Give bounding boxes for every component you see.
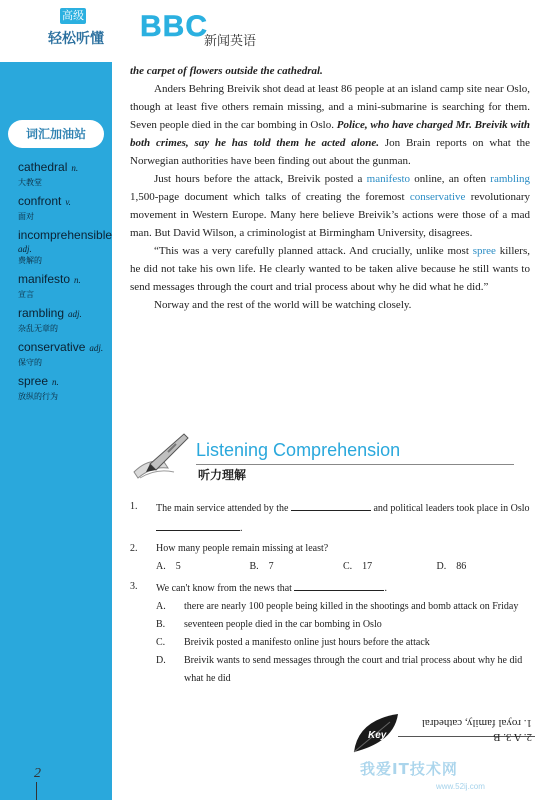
vocab-list <box>18 158 113 406</box>
answer-blank <box>156 518 240 531</box>
option <box>156 558 250 576</box>
text-run: killers, he did not take his own life. He clearly wanted to be taken alive because he still wants to send messages through the court and trial process about why he did what he did.” <box>130 245 530 293</box>
option-letter: D. <box>156 655 166 666</box>
question-text: . <box>240 523 243 534</box>
option-text: 7 <box>268 561 274 572</box>
option <box>250 558 344 576</box>
text-run: Anders Behring Breivik shot dead at least 86 people at an island camp site near Oslo, though at least five others remain missing, and a mini-submarine is searching for them. Seven people died in the car bombing in Oslo. <box>130 83 530 131</box>
site-watermark: 我爱IT技术网 <box>360 760 458 778</box>
vocab-pos: adj. <box>18 244 32 254</box>
answer-blank <box>294 578 384 591</box>
option-letter: C. <box>156 637 166 648</box>
vocab-word: incomprehensible <box>18 228 113 242</box>
page-number-rule <box>36 782 37 800</box>
vocab-word: rambling <box>18 306 65 320</box>
option-text: 17 <box>362 561 373 572</box>
vocab-pos: adj. <box>68 309 82 319</box>
vocab-item <box>18 338 110 369</box>
option-text: Breivik wants to send messages through the court and trial process about why he did what he did <box>184 655 523 684</box>
listening-section-header <box>128 428 528 488</box>
vocab-pos: v. <box>65 197 71 207</box>
vocab-word: conservative <box>18 340 86 354</box>
question-list <box>130 498 530 690</box>
vocab-title: 词汇加油站 <box>8 120 104 148</box>
question-number: 3. <box>130 581 138 592</box>
key-line-2: 2. A 3. B <box>493 731 532 743</box>
option-text: 86 <box>456 561 467 572</box>
vocab-pos: adj. <box>89 343 104 353</box>
article-paragraph: Norway and the rest of the world will be watching closely. <box>154 299 412 311</box>
answer-blank <box>291 498 371 511</box>
option-text: 5 <box>175 561 181 572</box>
question-text: and political leaders took place in Oslo <box>373 503 530 514</box>
key-answers <box>412 716 532 744</box>
text-run: 1,500-page document which talks of creating the foremost <box>130 191 410 203</box>
vocab-word: manifesto <box>18 272 71 286</box>
vocab-item <box>18 304 110 335</box>
option-letter: A. <box>156 601 166 612</box>
article-paragraph <box>130 170 530 242</box>
vocab-item <box>18 270 110 301</box>
vocab-pos: n. <box>52 377 59 387</box>
vocab-cn: 放纵的行为 <box>18 392 58 401</box>
section-title-en: Listening Comprehension <box>196 440 401 460</box>
question-item <box>130 498 530 538</box>
question-item <box>130 540 530 576</box>
vocab-keyword: conservative <box>409 191 466 203</box>
answer-key <box>350 712 535 756</box>
option-letter: C. <box>343 561 353 572</box>
section-title-cn: 听力理解 <box>198 468 247 482</box>
option-row <box>156 558 530 576</box>
question-text: The main service attended by the <box>156 503 289 514</box>
vocab-item <box>18 158 110 189</box>
section-underline <box>196 464 514 465</box>
site-watermark-url: www.52ij.com <box>436 782 485 791</box>
vocab-item <box>18 372 110 403</box>
leaf-icon <box>350 712 410 756</box>
option-text: seventeen people died in the car bombing in Oslo <box>184 619 382 630</box>
text-run: Just hours before the attack, Breivik posted a <box>154 173 367 185</box>
option-letter: B. <box>249 561 259 572</box>
article-paragraph <box>130 242 530 296</box>
page-header <box>0 0 535 62</box>
question-text: . <box>384 583 387 594</box>
option <box>156 652 530 688</box>
page-number: 2 <box>34 766 41 781</box>
question-text: How many people remain missing at least? <box>156 543 329 554</box>
option <box>343 558 437 576</box>
vocab-keyword: manifesto <box>366 173 411 185</box>
question-text: We can't know from the news that <box>156 583 292 594</box>
vocab-cn: 费解的 <box>18 256 42 265</box>
text-run: revolutionary movement in Western Europe. Many here believe Breivik’s actions were those of a mad man. But David Wilson, a criminologist at Birmingham University, disagrees. <box>130 191 530 239</box>
series-subtitle: 新闻英语 <box>204 34 257 49</box>
vocab-pos: n. <box>71 163 79 173</box>
question-item <box>130 578 530 688</box>
option <box>156 598 530 616</box>
text-run: “This was a very carefully planned attack. And crucially, unlike most <box>154 245 473 257</box>
key-line-1: 1. royal family, cathedral <box>421 717 532 729</box>
vocab-cn: 宣言 <box>18 290 34 299</box>
option-text: there are nearly 100 people being killed in the shootings and bomb attack on Friday <box>184 601 519 612</box>
article-lead-fragment: the carpet of flowers outside the cathedral. <box>130 65 323 77</box>
option-letter: D. <box>436 561 447 572</box>
text-run: online, an often <box>410 173 491 185</box>
vocab-cn: 面对 <box>18 212 34 221</box>
option <box>156 616 530 634</box>
article-paragraph <box>130 80 530 170</box>
option-letter: A. <box>156 561 166 572</box>
bbc-logo-text: BBC <box>140 10 208 43</box>
vocab-word: cathedral <box>18 160 68 174</box>
vocab-cn: 杂乱无章的 <box>18 324 58 333</box>
vocab-item <box>18 226 113 267</box>
vocab-cn: 保守的 <box>18 358 42 367</box>
vocab-cn: 大教堂 <box>18 178 42 187</box>
level-badge: 高级 <box>62 9 84 22</box>
quill-pen-icon <box>128 428 192 484</box>
vocab-item <box>18 192 110 223</box>
vocab-word: spree <box>18 374 49 388</box>
series-name-cn: 轻松听懂 <box>48 31 104 47</box>
text-run: Jon Brain reports on what the Norwegian authorities have been finding out about the gunman. <box>130 137 530 167</box>
vocab-word: confront <box>18 194 62 208</box>
key-label: Key <box>368 730 387 741</box>
option-text: Breivik posted a manifesto online just hours before the attack <box>184 637 430 648</box>
question-number: 2. <box>130 543 138 554</box>
vocab-keyword: rambling <box>490 173 530 185</box>
option-letter: B. <box>156 619 166 630</box>
emphasis-run: Police, who have charged Mr. Breivik with both crimes, say he has told them he acted alone. <box>130 119 530 149</box>
article-body <box>130 62 530 314</box>
vocab-pos: n. <box>74 275 81 285</box>
vocab-keyword: spree <box>472 245 496 257</box>
option <box>437 558 531 576</box>
question-number: 1. <box>130 501 138 512</box>
option <box>156 634 530 652</box>
